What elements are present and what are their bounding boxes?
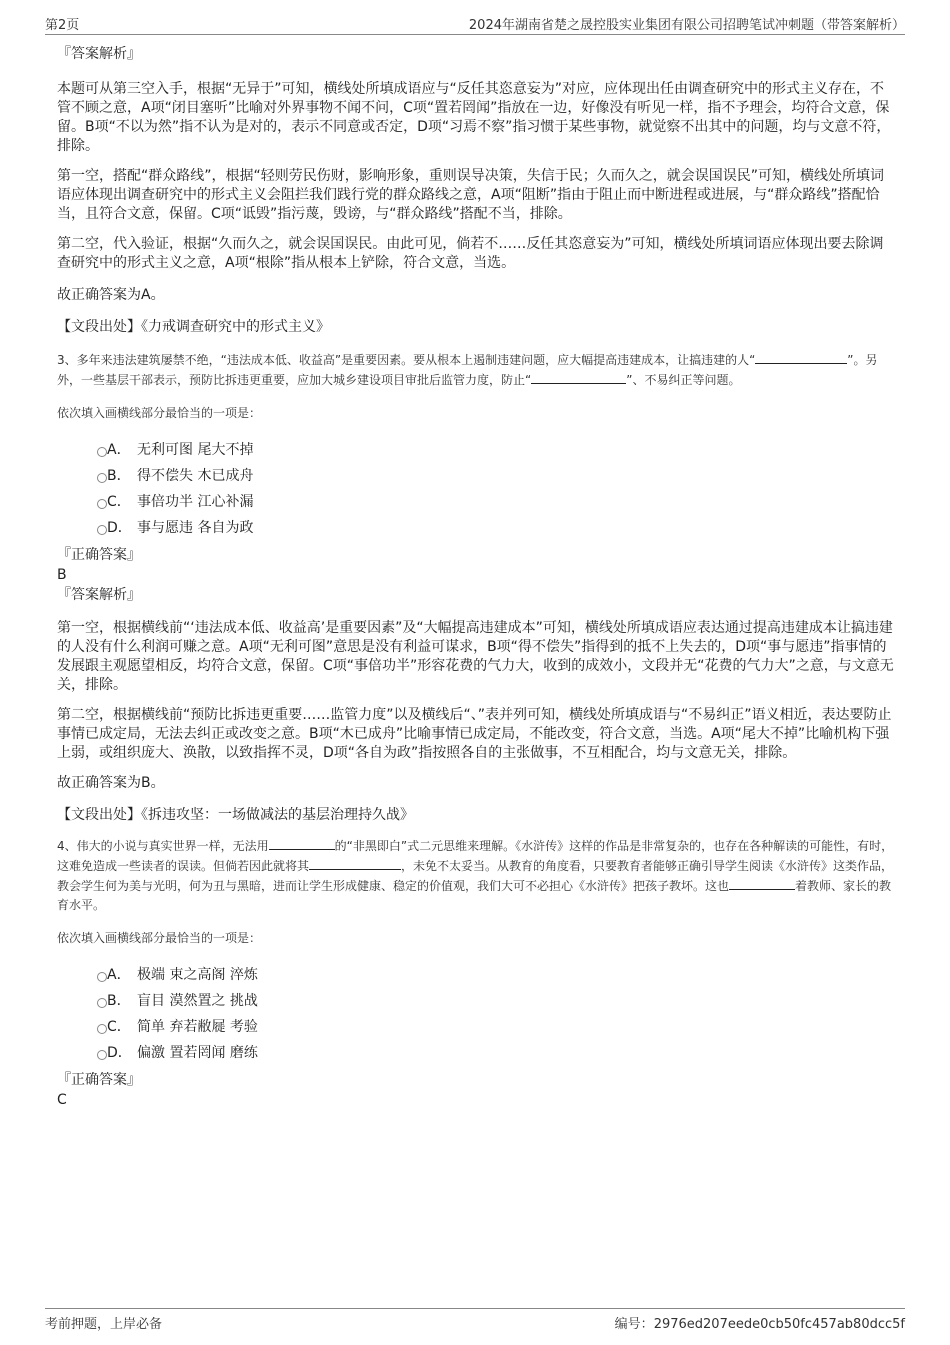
footer-code-label: 编号：	[614, 1317, 654, 1332]
q2-conclusion: 故正确答案为A。	[57, 287, 165, 303]
q3-source-label: 【文段出处】	[57, 807, 141, 823]
q3-analysis-label: 『答案解析』	[57, 587, 141, 603]
q2-analysis-paragraph-3: 第二空，代入验证，根据“久而久之，就会误国误民。由此可见，倘若不……反任其恣意妄为”可知，横线处所填词语应体现出要去除调查研究中的形式主义之意，A项“根除”指从根本上铲除，符合文意，当选。	[57, 236, 884, 271]
q2-source-label: 【文段出处】	[57, 319, 141, 335]
q2-analysis-label: 『答案解析』	[57, 46, 141, 62]
q4-stem-part-1: 4、伟大的小说与真实世界一样，无法用	[57, 839, 269, 853]
option-letter: D．	[107, 520, 132, 536]
option-text: 偏激 置若罔闻 磨练	[137, 1045, 258, 1061]
q4-option-c[interactable]	[57, 1014, 897, 1040]
option-letter: B．	[107, 993, 131, 1009]
footer-code	[615, 1313, 905, 1332]
q4-answer: C	[57, 1092, 67, 1108]
radio-icon[interactable]	[97, 447, 107, 457]
option-letter: D．	[107, 1045, 132, 1061]
radio-icon[interactable]	[97, 473, 107, 483]
option-text: 极端 束之高阁 淬炼	[137, 967, 258, 983]
option-text: 无利可图 尾大不掉	[137, 442, 254, 458]
q2-analysis-paragraph-2: 第一空，搭配“群众路线”，根据“轻则劳民伤财，影响形象，重则误导决策，失信于民；久而久之，就会误国误民”可知，横线处所填词语应体现出调查研究中的形式主义会阻拦我们践行党的群众路线之意，A项“阻断”指由于阻止而中断进程或进展，与“群众路线”搭配恰当，且符合文意，保留。C项“诋毁”指污蔑，毁谤，与“群众路线”搭配不当，排除。	[57, 168, 885, 222]
option-text: 得不偿失 木已成舟	[137, 468, 254, 484]
q4-stem-part-2: 的“非黑即白”式二元思维来理解。《水浒传》这样的作品是非常复杂的，也存在各种解读的可能性，有时，这难免造成一些读者的误读。但倘若因此就将其	[57, 839, 894, 873]
q4-option-a[interactable]	[57, 962, 897, 988]
q4-blank-2	[309, 856, 401, 870]
q3-stem-part-2: ”。另外，一些基层干部表示，预防比拆违更重要，应加大城乡建设项目审批后监管力度，防止“	[57, 353, 878, 387]
q2-analysis-paragraph-1: 本题可从第三空入手，根据“无异于”可知，横线处所填成语应与“反任其恣意妄为”对应，应体现出任由调查研究中的形式主义存在，不管不顾之意，A项“闭目塞听”比喻对外界事物不闻不问，C项“置若罔闻”指放在一边，好像没有听见一样，指不予理会，均符合文意，保留。B项“不以为然”指不认为是对的，表示不同意或否定，D项“习焉不察”指习惯于某些事物，就觉察不出其中的问题，均与文意不符，排除。	[57, 81, 891, 154]
q4-blank-3	[729, 876, 795, 890]
q4-option-d[interactable]	[57, 1040, 897, 1066]
q4-blank-1	[269, 836, 335, 850]
q3-answer: B	[57, 567, 67, 583]
radio-icon[interactable]	[97, 499, 107, 509]
option-text: 盲目 漠然置之 挑战	[137, 993, 258, 1009]
q3-answer-label: 『正确答案』	[57, 547, 141, 563]
radio-icon[interactable]	[97, 525, 107, 535]
option-text: 简单 弃若敝屣 考验	[137, 1019, 258, 1035]
option-text: 事与愿违 各自为政	[137, 520, 254, 536]
radio-icon[interactable]	[97, 998, 107, 1008]
footer-code-value: 2976ed207eede0cb50fc457ab80dcc5f	[653, 1317, 905, 1332]
document-body	[57, 44, 897, 1110]
q3-blank-1	[755, 350, 847, 364]
q4-options	[57, 962, 897, 1066]
radio-icon[interactable]	[97, 1050, 107, 1060]
q4-stem-part-3: ，未免不太妥当。从教育的角度看，只要教育者能够正确引导学生阅读《水浒传》这类作品，教会学生何为美与光明，何为丑与黑暗，进而让学生形成健康、稳定的价值观，我们大可不必担心《水浒传》把孩子教坏。这也	[57, 859, 894, 893]
footer-slogan: 考前押题，上岸必备	[45, 1317, 163, 1332]
page-footer	[45, 1308, 905, 1331]
option-letter: A．	[107, 442, 131, 458]
q3-blank-2	[531, 370, 626, 384]
q3-option-d[interactable]	[57, 515, 897, 541]
q2-source-title: 《力戒调查研究中的形式主义》	[141, 319, 330, 335]
q3-analysis-paragraph-2: 第二空，根据横线前“预防比拆违更重要……监管力度”以及横线后“、”表并列可知，横线处所填成语与“不易纠正”语义相近，表达要防止事情已成定局，无法去纠正或改变之意。B项“木已成舟”比喻事情已成定局，不能改变，符合文意，当选。A项“尾大不掉”比喻机构下强上弱，或组织庞大、涣散，以致指挥不灵，D项“各自为政”指按照各自的主张做事，不互相配合，均与文意无关，排除。	[57, 707, 892, 761]
option-letter: B．	[107, 468, 131, 484]
q3-option-b[interactable]	[57, 463, 897, 489]
q4-answer-label: 『正确答案』	[57, 1072, 141, 1088]
q3-stem-part-3: ”、不易纠正等问题。	[626, 373, 741, 387]
q4-prompt: 依次填入画横线部分最恰当的一项是：	[57, 931, 262, 945]
q3-analysis-paragraph-1: 第一空，根据横线前“‘违法成本低、收益高’是重要因素”及“大幅提高违建成本”可知，横线处所填成语应表达通过提高违建成本让搞违建的人没有什么利润可赚之意。A项“无利可图”意思是没有利益可谋求，B项“得不偿失”指得到的抵不上失去的，D项“事与愿违”指事情的发展跟主观愿望相反，均符合文意，保留。C项“事倍功半”形容花费的气力大，收到的成效小，文段并无“花费的气力大”之意，与文意无关，排除。	[57, 620, 894, 693]
q3-option-a[interactable]	[57, 437, 897, 463]
page-header	[45, 14, 905, 35]
q2-source	[57, 318, 897, 337]
q3-prompt: 依次填入画横线部分最恰当的一项是：	[57, 406, 262, 420]
option-text: 事倍功半 江心补漏	[137, 494, 254, 510]
q3-conclusion: 故正确答案为B。	[57, 775, 165, 791]
q4-option-b[interactable]	[57, 988, 897, 1014]
q3-options	[57, 437, 897, 541]
q3-stem-part-1: 3、多年来违法建筑屡禁不绝，“违法成本低、收益高”是重要因素。要从根本上遏制违建问题，应大幅提高违建成本，让搞违建的人“	[57, 353, 756, 367]
radio-icon[interactable]	[97, 972, 107, 982]
radio-icon[interactable]	[97, 1024, 107, 1034]
q3-source	[57, 806, 897, 825]
page-number: 第2页	[45, 18, 80, 33]
q3-source-title: 《拆违攻坚：一场做减法的基层治理持久战》	[141, 807, 414, 823]
option-letter: C．	[107, 1019, 131, 1035]
option-letter: C．	[107, 494, 131, 510]
q3-stem	[57, 350, 897, 390]
q3-option-c[interactable]	[57, 489, 897, 515]
q4-stem-part-4: 着教师、家长的教育水平。	[57, 879, 892, 912]
option-letter: A．	[107, 967, 131, 983]
document-title: 2024年湖南省楚之晟控股实业集团有限公司招聘笔试冲刺题（带答案解析）	[468, 18, 905, 33]
q4-stem	[57, 836, 897, 915]
